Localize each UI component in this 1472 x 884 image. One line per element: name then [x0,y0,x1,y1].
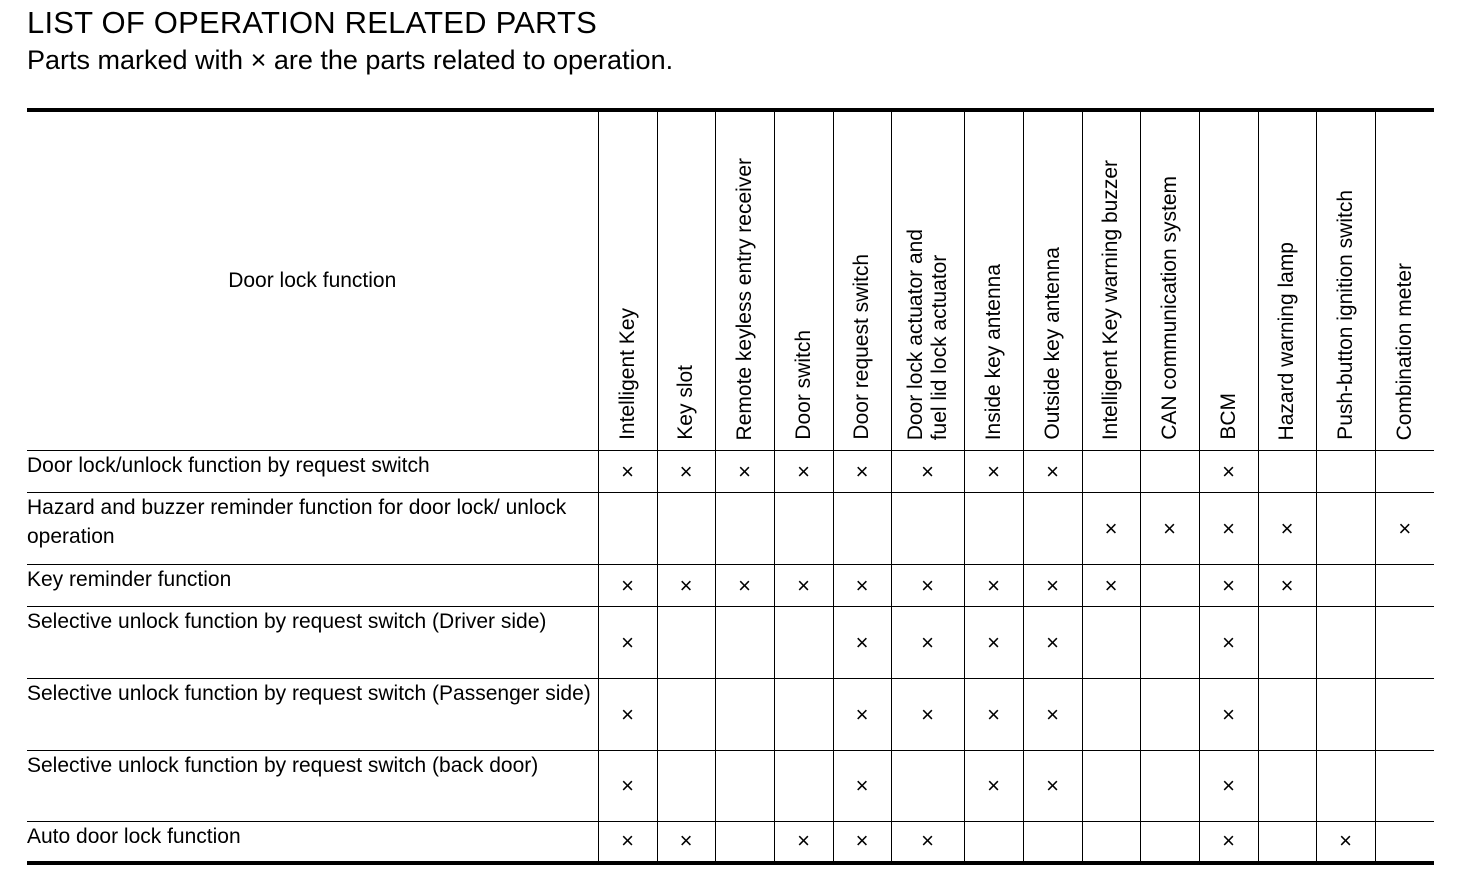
empty-cell [1316,493,1375,565]
related-mark-cell: × [1023,451,1082,493]
part-header-door-lock-actuator-and-fuel-lid-lock-actuator [891,110,964,451]
function-name-cell: Auto door lock function [27,822,598,863]
function-name-cell: Hazard and buzzer reminder function for door lock/ unlock operation [27,493,598,565]
empty-cell [1375,565,1434,607]
part-header-label: Door switch [791,330,815,440]
part-header-label: Hazard warning lamp [1275,241,1298,440]
related-mark-cell: × [1199,822,1258,863]
related-mark-cell: × [833,451,891,493]
related-mark-cell: × [1258,565,1316,607]
related-mark-cell: × [964,751,1023,822]
related-mark-cell: × [598,751,657,822]
empty-cell [715,679,774,751]
related-mark-cell: × [833,679,891,751]
related-mark-cell: × [964,607,1023,679]
part-header-key-slot [657,110,715,451]
empty-cell [1140,679,1199,751]
empty-cell [1140,607,1199,679]
part-header-inside-key-antenna [964,110,1023,451]
empty-cell [1140,751,1199,822]
part-header-push-button-ignition-switch [1316,110,1375,451]
related-mark-cell: × [964,565,1023,607]
empty-cell [1082,822,1140,863]
header-row [27,110,1434,451]
related-mark-cell: × [774,822,833,863]
empty-cell [1082,607,1140,679]
empty-cell [1082,751,1140,822]
empty-cell [715,493,774,565]
part-header-label: BCM [1216,393,1240,440]
related-mark-cell: × [891,451,964,493]
related-mark-cell: × [1199,493,1258,565]
empty-cell [891,493,964,565]
related-mark-cell: × [774,451,833,493]
empty-cell [1140,822,1199,863]
part-header-label: Inside key antenna [981,263,1005,440]
table-row [27,751,1434,822]
related-mark-cell: × [715,451,774,493]
function-name-cell: Selective unlock function by request switch (back door) [27,751,598,822]
part-header-door-request-switch [833,110,891,451]
related-mark-cell: × [1023,751,1082,822]
related-mark-cell: × [598,679,657,751]
empty-cell [1316,451,1375,493]
empty-cell [1140,451,1199,493]
related-mark-cell: × [774,565,833,607]
function-name-cell: Door lock/unlock function by request switch [27,451,598,493]
related-mark-cell: × [598,451,657,493]
part-header-remote-keyless-entry-receiver [715,110,774,451]
empty-cell [1375,451,1434,493]
part-header-bcm [1199,110,1258,451]
related-mark-cell: × [1023,565,1082,607]
empty-cell [964,822,1023,863]
function-name-cell: Selective unlock function by request switch (Passenger side) [27,679,598,751]
related-mark-cell: × [1199,451,1258,493]
empty-cell [774,607,833,679]
function-name-cell: Key reminder function [27,565,598,607]
related-mark-cell: × [891,822,964,863]
empty-cell [657,679,715,751]
part-header-hazard-warning-lamp [1258,110,1316,451]
related-mark-cell: × [657,451,715,493]
function-column-header: Door lock function [27,110,598,451]
part-header-label: Push-button ignition switch [1333,190,1357,440]
empty-cell [657,607,715,679]
table-row [27,822,1434,863]
part-header-label: Intelligent Key warning buzzer [1099,159,1122,440]
empty-cell [774,493,833,565]
related-mark-cell: × [1316,822,1375,863]
table-row [27,493,1434,565]
empty-cell [598,493,657,565]
related-mark-cell: × [1258,493,1316,565]
related-mark-cell: × [598,822,657,863]
related-mark-cell: × [833,607,891,679]
related-mark-cell: × [598,607,657,679]
part-header-label: Remote keyless entry receiver [732,157,756,440]
part-header-label: Door request switch [850,254,873,440]
part-header-outside-key-antenna [1023,110,1082,451]
page-subtitle: Parts marked with × are the parts related to operation. [27,45,674,75]
function-name-cell: Selective unlock function by request switch (Driver side) [27,607,598,679]
empty-cell [1375,607,1434,679]
part-header-label: Key slot [674,365,697,440]
empty-cell [715,822,774,863]
related-mark-cell: × [1199,751,1258,822]
related-mark-cell: × [657,822,715,863]
empty-cell [891,751,964,822]
related-mark-cell: × [1082,565,1140,607]
related-mark-cell: × [833,565,891,607]
part-header-label: Combination meter [1392,262,1416,440]
empty-cell [1258,607,1316,679]
empty-cell [1316,679,1375,751]
related-mark-cell: × [891,607,964,679]
related-mark-cell: × [1023,679,1082,751]
empty-cell [1258,679,1316,751]
related-mark-cell: × [964,451,1023,493]
related-mark-cell: × [891,565,964,607]
empty-cell [1375,679,1434,751]
empty-cell [657,493,715,565]
empty-cell [715,751,774,822]
empty-cell [1082,679,1140,751]
part-header-intelligent-key-warning-buzzer [1082,110,1140,451]
table-row [27,451,1434,493]
part-header-label: Outside key antenna [1040,247,1064,440]
related-mark-cell: × [1023,607,1082,679]
empty-cell [1316,607,1375,679]
empty-cell [1375,822,1434,863]
related-mark-cell: × [1199,607,1258,679]
empty-cell [1258,822,1316,863]
empty-cell [1023,493,1082,565]
empty-cell [964,493,1023,565]
related-mark-cell: × [598,565,657,607]
empty-cell [1082,451,1140,493]
empty-cell [1258,451,1316,493]
part-header-combination-meter [1375,110,1434,451]
part-header-label: CAN communication system [1157,176,1181,440]
empty-cell [774,679,833,751]
related-mark-cell: × [964,679,1023,751]
empty-cell [1375,751,1434,822]
empty-cell [1316,751,1375,822]
part-header-can-communication-system [1140,110,1199,451]
table-row [27,565,1434,607]
related-mark-cell: × [891,679,964,751]
table-row [27,607,1434,679]
empty-cell [774,751,833,822]
empty-cell [1023,822,1082,863]
empty-cell [1140,565,1199,607]
table-body [27,451,1434,863]
related-mark-cell: × [1082,493,1140,565]
empty-cell [657,751,715,822]
operation-parts-table [27,108,1434,865]
part-header-label: Intelligent Key [615,308,639,440]
part-header-intelligent-key [598,110,657,451]
related-mark-cell: × [833,822,891,863]
empty-cell [1316,565,1375,607]
related-mark-cell: × [1375,493,1434,565]
related-mark-cell: × [833,751,891,822]
related-mark-cell: × [1199,679,1258,751]
table-row [27,679,1434,751]
part-header-door-switch [774,110,833,451]
empty-cell [715,607,774,679]
related-mark-cell: × [657,565,715,607]
empty-cell [1258,751,1316,822]
related-mark-cell: × [1199,565,1258,607]
related-mark-cell: × [715,565,774,607]
empty-cell [833,493,891,565]
page-title: LIST OF OPERATION RELATED PARTS [27,5,598,40]
part-header-label: Door lock actuator and fuel lid lock actuator [903,228,951,440]
related-mark-cell: × [1140,493,1199,565]
